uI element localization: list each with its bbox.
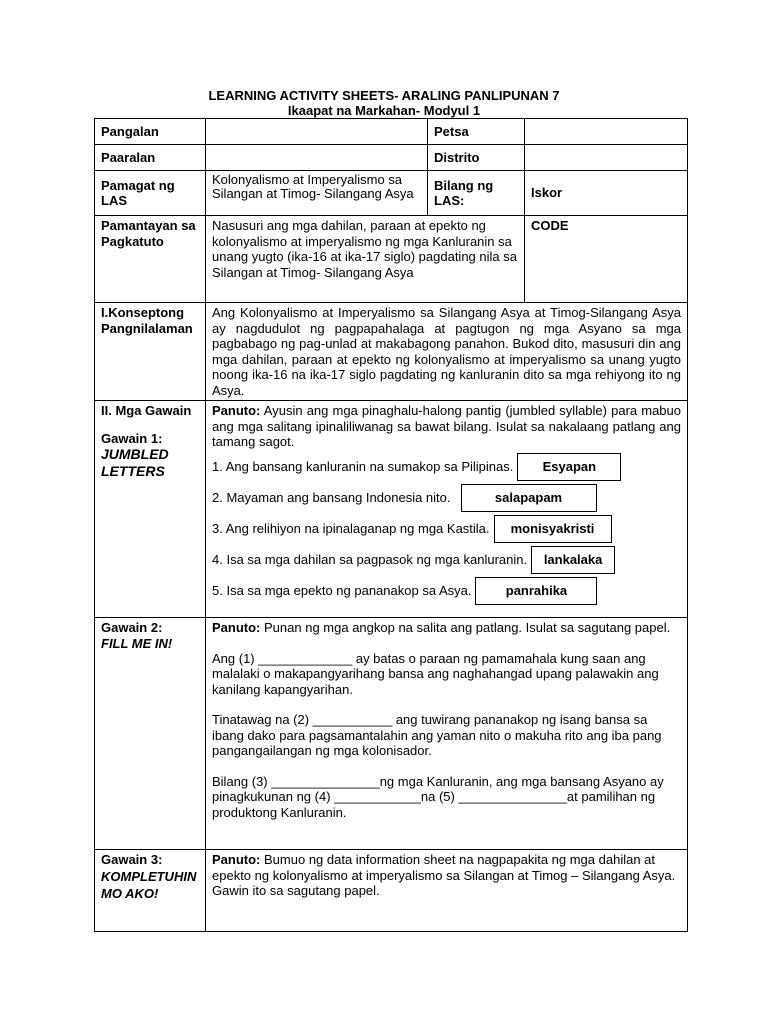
petsa-field[interactable]	[525, 119, 688, 145]
gawain3-panuto	[212, 852, 681, 899]
gawain2-cell	[95, 618, 206, 850]
gawain3-label: Gawain 3:	[101, 852, 163, 867]
gawain3-title: KOMPLETUHIN MO AKO!	[101, 868, 197, 901]
mga-gawain-heading: II. Mga Gawain	[101, 403, 192, 418]
pamagat-value: Kolonyalismo at Imperyalismo sa Silangan at Timog- Silangang Asya	[206, 171, 428, 216]
distrito-field[interactable]	[525, 145, 688, 171]
fill-paragraph-2: Tinatawag na (2) ___________ ang tuwirang pananakop ng isang bansa sa ibang dako para pagsamantalahin ang yaman nito o makuha rito ang iba pang pangangailangan ng mga kolonisador.	[212, 712, 662, 758]
distrito-label: Distrito	[428, 145, 525, 171]
panuto-text: Punan ng mga angkop na salita ang patlang. Isulat sa sagutang papel.	[264, 620, 671, 635]
pamagat-label: Pamagat ng LAS	[95, 171, 206, 216]
panuto-text: Ayusin ang mga pinaghalu-halong pantig (jumbled syllable) para mabuo ang mga salitang ipinaliliwanag sa bawat bilang. Isulat sa nakalaang patlang ang tamang sagot.	[212, 403, 681, 449]
document-title: LEARNING ACTIVITY SHEETS- ARALING PANLIPUNAN 7	[208, 88, 560, 103]
pamantayan-label: Pamantayan sa Pagkatuto	[95, 216, 206, 303]
jumbled-list	[212, 452, 681, 607]
panuto-label: Panuto:	[212, 403, 261, 418]
gawain1-title: JUMBLED LETTERS	[101, 446, 169, 479]
gawain1-cell	[95, 401, 206, 618]
jumbled-item	[212, 483, 681, 514]
konsepto-text: Ang Kolonyalismo at Imperyalismo sa Silangang Asya at Timog-Silangang Asya ay nagdudulot ng pagpapahalaga at pagtugon ng mga Asyano sa mga pagbabago ng pag-unlad at makabagong panahon. Bukod dito, masusuri din ang mga dahilan, paraan at epekto ng kolonyalismo at imperyalismo sa unang yugto noong ika-16 na ika-17 siglo pagdating ng kanluranin dito sa mga rehiyong ito ng Asya.	[206, 303, 688, 401]
paaralan-field[interactable]	[206, 145, 428, 171]
jumbled-item	[212, 452, 681, 483]
pangalan-field[interactable]	[206, 119, 428, 145]
jumbled-item	[212, 545, 681, 576]
panuto-label: Panuto:	[212, 620, 261, 635]
document-subtitle: Ikaapat na Markahan- Modyul 1	[287, 103, 481, 118]
jumbled-item	[212, 514, 681, 545]
fill-paragraph-3: Bilang (3) _______________ng mga Kanluranin, ang mga bansang Asyano ay pinagkukunan ng (4) ____________na (5) _______________at pamilihan ng produktong Kanluranin.	[212, 773, 664, 820]
gawain2-title: FILL ME IN!	[101, 635, 173, 651]
las-table	[94, 118, 688, 932]
paaralan-label: Paaralan	[95, 145, 206, 171]
bilang-label: Bilang ng LAS:	[428, 171, 525, 216]
question-text: 3. Ang relihiyon na ipinalaganap ng mga Kastila.	[212, 521, 490, 537]
gawain1-content	[206, 401, 688, 618]
panuto-text: Bumuo ng data information sheet na nagpapakita ng mga dahilan at epekto ng kolonyalismo at imperyalismo sa Silangan at Timog – Silangang Asya. Gawin ito sa sagutang papel.	[212, 852, 676, 898]
question-text: 4. Isa sa mga dahilan sa pagpasok ng mga kanluranin.	[212, 552, 528, 568]
petsa-label: Petsa	[428, 119, 525, 145]
gawain3-content	[206, 850, 688, 932]
gawain2-label: Gawain 2:	[101, 620, 163, 635]
konsepto-label: I.Konseptong Pangnilalaman	[95, 303, 206, 401]
jumbled-word-box: salapapam	[461, 484, 597, 512]
iskor-label: Iskor	[525, 171, 688, 216]
jumbled-item	[212, 576, 681, 607]
question-text: 2. Mayaman ang bansang Indonesia nito.	[212, 490, 451, 506]
gawain2-content	[206, 618, 688, 850]
code-label: CODE	[525, 216, 688, 303]
panuto-label: Panuto:	[212, 852, 261, 867]
jumbled-word-box: lankalaka	[531, 546, 615, 574]
gawain1-label: Gawain 1:	[101, 430, 163, 446]
pangalan-label: Pangalan	[95, 119, 206, 145]
gawain1-panuto	[212, 403, 681, 450]
question-text: 1. Ang bansang kanluranin na sumakop sa Pilipinas.	[212, 459, 514, 475]
jumbled-word-box: monisyakristi	[494, 515, 612, 543]
gawain2-panuto	[212, 620, 681, 636]
jumbled-word-box: Esyapan	[517, 453, 621, 481]
gawain3-cell	[95, 850, 206, 932]
jumbled-word-box: panrahika	[475, 577, 597, 605]
question-text: 5. Isa sa mga epekto ng pananakop sa Asya.	[212, 583, 472, 599]
fill-paragraph-1: Ang (1) _____________ ay batas o paraan ng pamamahala kung saan ang malalaki o makapangyarihang bansa ang naghahangad upang palawakin ang kanilang kapangyarihan.	[212, 650, 659, 697]
pamantayan-value: Nasusuri ang mga dahilan, paraan at epekto ng kolonyalismo at imperyalismo ng mga Kanluranin sa unang yugto (ika-16 at ika-17 siglo) pagdating nila sa Silangan at Timog- Silangang Asya	[206, 216, 525, 303]
